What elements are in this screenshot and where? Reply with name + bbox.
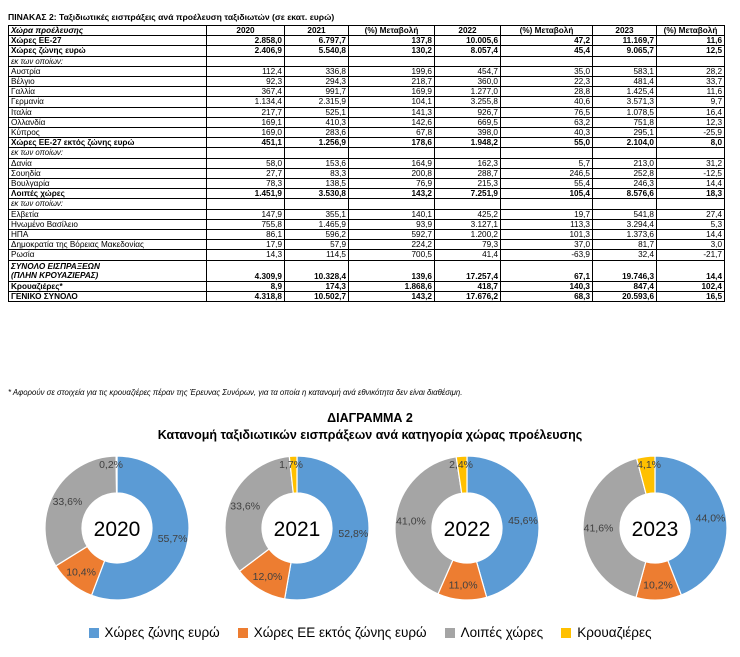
value-cell: 4.309,9 bbox=[207, 260, 285, 281]
segment-label: 44,0% bbox=[695, 512, 726, 525]
value-cell: 11.169,7 bbox=[593, 36, 657, 46]
value-cell: 451,1 bbox=[207, 138, 285, 148]
value-cell: 481,4 bbox=[593, 77, 657, 87]
table-row bbox=[9, 199, 725, 209]
table-row bbox=[9, 281, 725, 291]
value-cell: 153,6 bbox=[285, 158, 349, 168]
value-cell bbox=[285, 148, 349, 158]
value-cell: 17,9 bbox=[207, 240, 285, 250]
row-label-cell: Ολλανδία bbox=[9, 117, 207, 127]
segment-label: 52,8% bbox=[338, 527, 369, 540]
legend-label: Χώρες ΕΕ εκτός ζώνης ευρώ bbox=[253, 625, 427, 640]
diagram-title: ΔΙΑΓΡΑΜΜΑ 2 bbox=[327, 411, 413, 425]
segment-label: 11,0% bbox=[448, 579, 478, 592]
table-row bbox=[9, 168, 725, 178]
value-cell: 199,6 bbox=[349, 66, 435, 76]
value-cell: 102,4 bbox=[657, 281, 725, 291]
row-label-cell: Λοιπές χώρες bbox=[9, 189, 207, 199]
donut-chart bbox=[45, 456, 189, 600]
value-cell: 294,3 bbox=[285, 77, 349, 87]
value-cell: 41,4 bbox=[435, 250, 501, 260]
value-cell: 288,7 bbox=[435, 168, 501, 178]
value-cell: 164,9 bbox=[349, 158, 435, 168]
value-cell: 991,7 bbox=[285, 87, 349, 97]
header-cell: Χώρα προέλευσης bbox=[9, 26, 207, 36]
value-cell bbox=[435, 148, 501, 158]
value-cell: 76,9 bbox=[349, 179, 435, 189]
value-cell: 143,2 bbox=[349, 291, 435, 301]
value-cell: 8.576,6 bbox=[593, 189, 657, 199]
value-cell: 10.328,4 bbox=[285, 260, 349, 281]
donut-charts bbox=[0, 440, 740, 610]
year-label: 2022 bbox=[443, 518, 491, 541]
value-cell bbox=[207, 148, 285, 158]
value-cell: 169,9 bbox=[349, 87, 435, 97]
segment-label: 33,6% bbox=[52, 495, 83, 508]
value-cell: 2.406,9 bbox=[207, 46, 285, 56]
value-cell: 32,4 bbox=[593, 250, 657, 260]
value-cell: 295,1 bbox=[593, 128, 657, 138]
value-cell: 5,3 bbox=[657, 219, 725, 229]
value-cell bbox=[501, 148, 593, 158]
value-cell: 130,2 bbox=[349, 46, 435, 56]
table-row bbox=[9, 77, 725, 87]
value-cell: -21,7 bbox=[657, 250, 725, 260]
table-row bbox=[9, 36, 725, 46]
row-label-cell: Ηνωμένο Βασίλειο bbox=[9, 219, 207, 229]
value-cell: 83,3 bbox=[285, 168, 349, 178]
value-cell: 246,3 bbox=[593, 179, 657, 189]
value-cell: 76,5 bbox=[501, 107, 593, 117]
value-cell: 7.251,9 bbox=[435, 189, 501, 199]
value-cell: 22,3 bbox=[501, 77, 593, 87]
row-label-cell: Βουλγαρία bbox=[9, 179, 207, 189]
legend-item bbox=[445, 625, 544, 640]
value-cell: 12,5 bbox=[657, 46, 725, 56]
value-cell: 3.294,4 bbox=[593, 219, 657, 229]
value-cell: 3.530,8 bbox=[285, 189, 349, 199]
legend-item bbox=[89, 625, 220, 640]
value-cell: 541,8 bbox=[593, 209, 657, 219]
row-label-cell: Χώρες ζώνης ευρώ bbox=[9, 46, 207, 56]
segment-label: 4,1% bbox=[637, 459, 661, 471]
header-cell: 2023 bbox=[593, 26, 657, 36]
value-cell: -25,9 bbox=[657, 128, 725, 138]
table-row bbox=[9, 209, 725, 219]
value-cell: 139,6 bbox=[349, 260, 435, 281]
value-cell: 40,6 bbox=[501, 97, 593, 107]
value-cell: 583,1 bbox=[593, 66, 657, 76]
row-label-cell: Ελβετία bbox=[9, 209, 207, 219]
header-cell: (%) Μεταβολή bbox=[349, 26, 435, 36]
value-cell: 138,5 bbox=[285, 179, 349, 189]
value-cell bbox=[207, 199, 285, 209]
value-cell: -63,9 bbox=[501, 250, 593, 260]
value-cell: 1.948,2 bbox=[435, 138, 501, 148]
value-cell: 162,3 bbox=[435, 158, 501, 168]
value-cell: 224,2 bbox=[349, 240, 435, 250]
value-cell: 8.057,4 bbox=[435, 46, 501, 56]
footnote: * Αφορούν σε στοιχεία για τις κρουαζιέρες πέραν της Έρευνας Συνόρων, για τα οποία η κατανομή ανά εθνικότητα δεν είναι διαθέσιμη. bbox=[8, 388, 463, 397]
value-cell: 8,0 bbox=[657, 138, 725, 148]
value-cell: 67,1 bbox=[501, 260, 593, 281]
value-cell: 16,5 bbox=[657, 291, 725, 301]
value-cell: 14,4 bbox=[657, 260, 725, 281]
value-cell: 5.540,8 bbox=[285, 46, 349, 56]
value-cell: 1.425,4 bbox=[593, 87, 657, 97]
value-cell: 215,3 bbox=[435, 179, 501, 189]
value-cell bbox=[501, 199, 593, 209]
value-cell: 178,6 bbox=[349, 138, 435, 148]
table-row bbox=[9, 179, 725, 189]
table-row bbox=[9, 219, 725, 229]
segment-label: 1,7% bbox=[279, 459, 303, 471]
value-cell: 1.868,6 bbox=[349, 281, 435, 291]
value-cell: 252,8 bbox=[593, 168, 657, 178]
segment-label: 41,0% bbox=[396, 515, 426, 528]
value-cell: 5,7 bbox=[501, 158, 593, 168]
row-label-cell: Κρουαζιέρες* bbox=[9, 281, 207, 291]
value-cell: 20.593,6 bbox=[593, 291, 657, 301]
value-cell: 17.257,4 bbox=[435, 260, 501, 281]
header-cell: 2022 bbox=[435, 26, 501, 36]
value-cell: 200,8 bbox=[349, 168, 435, 178]
value-cell: 27,4 bbox=[657, 209, 725, 219]
value-cell bbox=[435, 56, 501, 66]
value-cell: 398,0 bbox=[435, 128, 501, 138]
value-cell: 86,1 bbox=[207, 230, 285, 240]
legend-item bbox=[561, 625, 651, 640]
diagram-subtitle: Κατανομή ταξιδιωτικών εισπράξεων ανά κατηγορία χώρας προέλευσης bbox=[157, 428, 583, 442]
value-cell: 360,0 bbox=[435, 77, 501, 87]
value-cell bbox=[349, 148, 435, 158]
table-row bbox=[9, 56, 725, 66]
value-cell: 112,4 bbox=[207, 66, 285, 76]
value-cell: 246,5 bbox=[501, 168, 593, 178]
value-cell: 78,3 bbox=[207, 179, 285, 189]
value-cell: 1.078,5 bbox=[593, 107, 657, 117]
legend-item bbox=[238, 625, 427, 640]
value-cell: 142,6 bbox=[349, 117, 435, 127]
value-cell: 751,8 bbox=[593, 117, 657, 127]
value-cell: 2.104,0 bbox=[593, 138, 657, 148]
value-cell: 367,4 bbox=[207, 87, 285, 97]
value-cell: 14,4 bbox=[657, 179, 725, 189]
table-row bbox=[9, 87, 725, 97]
value-cell bbox=[657, 56, 725, 66]
row-label-cell: εκ των οποίων: bbox=[9, 199, 207, 209]
segment-label: 0,2% bbox=[99, 459, 123, 471]
value-cell: 28,2 bbox=[657, 66, 725, 76]
value-cell: 425,2 bbox=[435, 209, 501, 219]
value-cell: 454,7 bbox=[435, 66, 501, 76]
value-cell bbox=[593, 199, 657, 209]
value-cell bbox=[349, 56, 435, 66]
row-label-cell: εκ των οποίων: bbox=[9, 148, 207, 158]
legend-swatch bbox=[238, 628, 248, 638]
segment-label: 45,6% bbox=[508, 515, 538, 528]
value-cell: 79,3 bbox=[435, 240, 501, 250]
table-row bbox=[9, 240, 725, 250]
value-cell: 1.373,6 bbox=[593, 230, 657, 240]
value-cell: 33,7 bbox=[657, 77, 725, 87]
value-cell: 81,7 bbox=[593, 240, 657, 250]
value-cell: 18,3 bbox=[657, 189, 725, 199]
value-cell: 93,9 bbox=[349, 219, 435, 229]
row-label-cell bbox=[9, 260, 207, 281]
row-label-cell: ΗΠΑ bbox=[9, 230, 207, 240]
row-label-cell: Αυστρία bbox=[9, 66, 207, 76]
header-cell: (%) Μεταβολή bbox=[501, 26, 593, 36]
value-cell: 47,2 bbox=[501, 36, 593, 46]
value-cell: 113,3 bbox=[501, 219, 593, 229]
value-cell: -12,5 bbox=[657, 168, 725, 178]
row-label-cell: Γερμανία bbox=[9, 97, 207, 107]
donut-chart bbox=[395, 456, 539, 600]
value-cell: 67,8 bbox=[349, 128, 435, 138]
donut-chart bbox=[583, 456, 727, 600]
value-cell bbox=[349, 199, 435, 209]
value-cell: 847,4 bbox=[593, 281, 657, 291]
value-cell: 410,3 bbox=[285, 117, 349, 127]
value-cell: 40,3 bbox=[501, 128, 593, 138]
legend-label: Λοιπές χώρες bbox=[460, 625, 544, 640]
value-cell: 55,4 bbox=[501, 179, 593, 189]
value-cell: 6.797,7 bbox=[285, 36, 349, 46]
chart-legend bbox=[0, 625, 740, 640]
value-cell: 926,7 bbox=[435, 107, 501, 117]
value-cell: 755,8 bbox=[207, 219, 285, 229]
row-label-cell: Ιταλία bbox=[9, 107, 207, 117]
value-cell: 57,9 bbox=[285, 240, 349, 250]
row-label-line: (ΠΛΗΝ ΚΡΟΥΑΖΙΕΡΑΣ) bbox=[11, 270, 99, 280]
value-cell: 137,8 bbox=[349, 36, 435, 46]
segment-label: 10,2% bbox=[643, 579, 673, 592]
value-cell: 669,5 bbox=[435, 117, 501, 127]
value-cell: 17.676,2 bbox=[435, 291, 501, 301]
value-cell: 592,7 bbox=[349, 230, 435, 240]
value-cell bbox=[657, 148, 725, 158]
table-row bbox=[9, 128, 725, 138]
legend-label: Χώρες ζώνης ευρώ bbox=[104, 625, 220, 640]
row-label-cell: εκ των οποίων: bbox=[9, 56, 207, 66]
table-row bbox=[9, 250, 725, 260]
value-cell: 8,9 bbox=[207, 281, 285, 291]
value-cell: 10.502,7 bbox=[285, 291, 349, 301]
value-cell bbox=[501, 56, 593, 66]
value-cell bbox=[657, 199, 725, 209]
row-label-cell: Χώρες ΕΕ-27 εκτός ζώνης ευρώ bbox=[9, 138, 207, 148]
value-cell: 525,1 bbox=[285, 107, 349, 117]
value-cell: 101,3 bbox=[501, 230, 593, 240]
value-cell: 1.277,0 bbox=[435, 87, 501, 97]
header-cell: 2020 bbox=[207, 26, 285, 36]
header-cell: 2021 bbox=[285, 26, 349, 36]
segment-label: 55,7% bbox=[157, 533, 188, 546]
donut-chart bbox=[225, 456, 369, 600]
value-cell: 11,6 bbox=[657, 36, 725, 46]
value-cell: 55,0 bbox=[501, 138, 593, 148]
row-label-line: ΣΥΝΟΛΟ ΕΙΣΠΡΑΞΕΩΝ bbox=[11, 261, 100, 271]
year-label: 2020 bbox=[93, 518, 141, 541]
table-row bbox=[9, 148, 725, 158]
table-row bbox=[9, 97, 725, 107]
value-cell: 283,6 bbox=[285, 128, 349, 138]
row-label-cell: Χώρες ΕΕ-27 bbox=[9, 36, 207, 46]
row-label-cell: Δανία bbox=[9, 158, 207, 168]
segment-label: 2,4% bbox=[449, 459, 473, 471]
value-cell bbox=[593, 56, 657, 66]
row-label-cell: Κύπρος bbox=[9, 128, 207, 138]
table-title: ΠΙΝΑΚΑΣ 2: Ταξιδιωτικές εισπράξεις ανά προέλευση ταξιδιωτών (σε εκατ. ευρώ) bbox=[8, 12, 335, 22]
value-cell: 355,1 bbox=[285, 209, 349, 219]
value-cell: 1.465,9 bbox=[285, 219, 349, 229]
value-cell: 68,3 bbox=[501, 291, 593, 301]
value-cell: 14,4 bbox=[657, 230, 725, 240]
value-cell: 1.134,4 bbox=[207, 97, 285, 107]
value-cell: 27,7 bbox=[207, 168, 285, 178]
value-cell: 700,5 bbox=[349, 250, 435, 260]
value-cell: 12,3 bbox=[657, 117, 725, 127]
segment-label: 33,6% bbox=[230, 500, 261, 513]
table-row bbox=[9, 230, 725, 240]
table-row bbox=[9, 260, 725, 281]
value-cell: 92,3 bbox=[207, 77, 285, 87]
value-cell: 174,3 bbox=[285, 281, 349, 291]
value-cell bbox=[285, 56, 349, 66]
value-cell: 2.858,0 bbox=[207, 36, 285, 46]
segment-label: 12,0% bbox=[252, 571, 283, 584]
value-cell: 9.065,7 bbox=[593, 46, 657, 56]
value-cell: 19,7 bbox=[501, 209, 593, 219]
table-row bbox=[9, 46, 725, 56]
legend-swatch bbox=[89, 628, 99, 638]
receipts-table-container bbox=[8, 25, 724, 302]
value-cell: 4.318,8 bbox=[207, 291, 285, 301]
year-label: 2021 bbox=[273, 518, 321, 541]
value-cell: 1.451,9 bbox=[207, 189, 285, 199]
legend-label: Κρουαζιέρες bbox=[577, 625, 652, 640]
value-cell: 169,1 bbox=[207, 117, 285, 127]
value-cell: 45,4 bbox=[501, 46, 593, 56]
value-cell: 1.200,2 bbox=[435, 230, 501, 240]
value-cell: 140,3 bbox=[501, 281, 593, 291]
table-body bbox=[9, 36, 725, 302]
receipts-table bbox=[8, 25, 725, 302]
value-cell: 596,2 bbox=[285, 230, 349, 240]
value-cell: 104,1 bbox=[349, 97, 435, 107]
row-label-cell: Σουηδία bbox=[9, 168, 207, 178]
value-cell bbox=[207, 56, 285, 66]
value-cell: 141,3 bbox=[349, 107, 435, 117]
value-cell: 3.571,3 bbox=[593, 97, 657, 107]
value-cell: 63,2 bbox=[501, 117, 593, 127]
table-row bbox=[9, 117, 725, 127]
row-label-cell: Γαλλία bbox=[9, 87, 207, 97]
value-cell: 3.127,1 bbox=[435, 219, 501, 229]
header-cell: (%) Μεταβολή bbox=[657, 26, 725, 36]
value-cell: 217,7 bbox=[207, 107, 285, 117]
value-cell: 3,0 bbox=[657, 240, 725, 250]
value-cell: 143,2 bbox=[349, 189, 435, 199]
value-cell: 31,2 bbox=[657, 158, 725, 168]
table-row bbox=[9, 291, 725, 301]
value-cell: 105,4 bbox=[501, 189, 593, 199]
value-cell: 11,6 bbox=[657, 87, 725, 97]
value-cell bbox=[285, 199, 349, 209]
legend-swatch bbox=[561, 628, 571, 638]
value-cell bbox=[593, 148, 657, 158]
value-cell: 1.256,9 bbox=[285, 138, 349, 148]
table-row bbox=[9, 158, 725, 168]
value-cell: 9,7 bbox=[657, 97, 725, 107]
value-cell: 37,0 bbox=[501, 240, 593, 250]
row-label-cell: Δημοκρατία της Βόρειας Μακεδονίας bbox=[9, 240, 207, 250]
segment-label: 41,6% bbox=[583, 522, 614, 535]
value-cell: 336,8 bbox=[285, 66, 349, 76]
year-label: 2023 bbox=[631, 518, 679, 541]
value-cell: 58,0 bbox=[207, 158, 285, 168]
table-row bbox=[9, 189, 725, 199]
legend-swatch bbox=[445, 628, 455, 638]
value-cell: 147,9 bbox=[207, 209, 285, 219]
value-cell: 213,0 bbox=[593, 158, 657, 168]
value-cell: 140,1 bbox=[349, 209, 435, 219]
table-row bbox=[9, 107, 725, 117]
value-cell: 218,7 bbox=[349, 77, 435, 87]
value-cell: 114,5 bbox=[285, 250, 349, 260]
row-label-cell: Ρωσία bbox=[9, 250, 207, 260]
value-cell: 35,0 bbox=[501, 66, 593, 76]
value-cell: 16,4 bbox=[657, 107, 725, 117]
row-label-cell: Βέλγιο bbox=[9, 77, 207, 87]
table-row bbox=[9, 66, 725, 76]
value-cell: 169,0 bbox=[207, 128, 285, 138]
row-label-cell: ΓΕΝΙΚΟ ΣΥΝΟΛΟ bbox=[9, 291, 207, 301]
value-cell: 28,8 bbox=[501, 87, 593, 97]
table-row bbox=[9, 138, 725, 148]
value-cell: 10.005,6 bbox=[435, 36, 501, 46]
table-header-row bbox=[9, 26, 725, 36]
value-cell: 3.255,8 bbox=[435, 97, 501, 107]
value-cell bbox=[435, 199, 501, 209]
value-cell: 14,3 bbox=[207, 250, 285, 260]
segment-label: 10,4% bbox=[66, 566, 96, 579]
value-cell: 2.315,9 bbox=[285, 97, 349, 107]
value-cell: 418,7 bbox=[435, 281, 501, 291]
value-cell: 19.746,3 bbox=[593, 260, 657, 281]
